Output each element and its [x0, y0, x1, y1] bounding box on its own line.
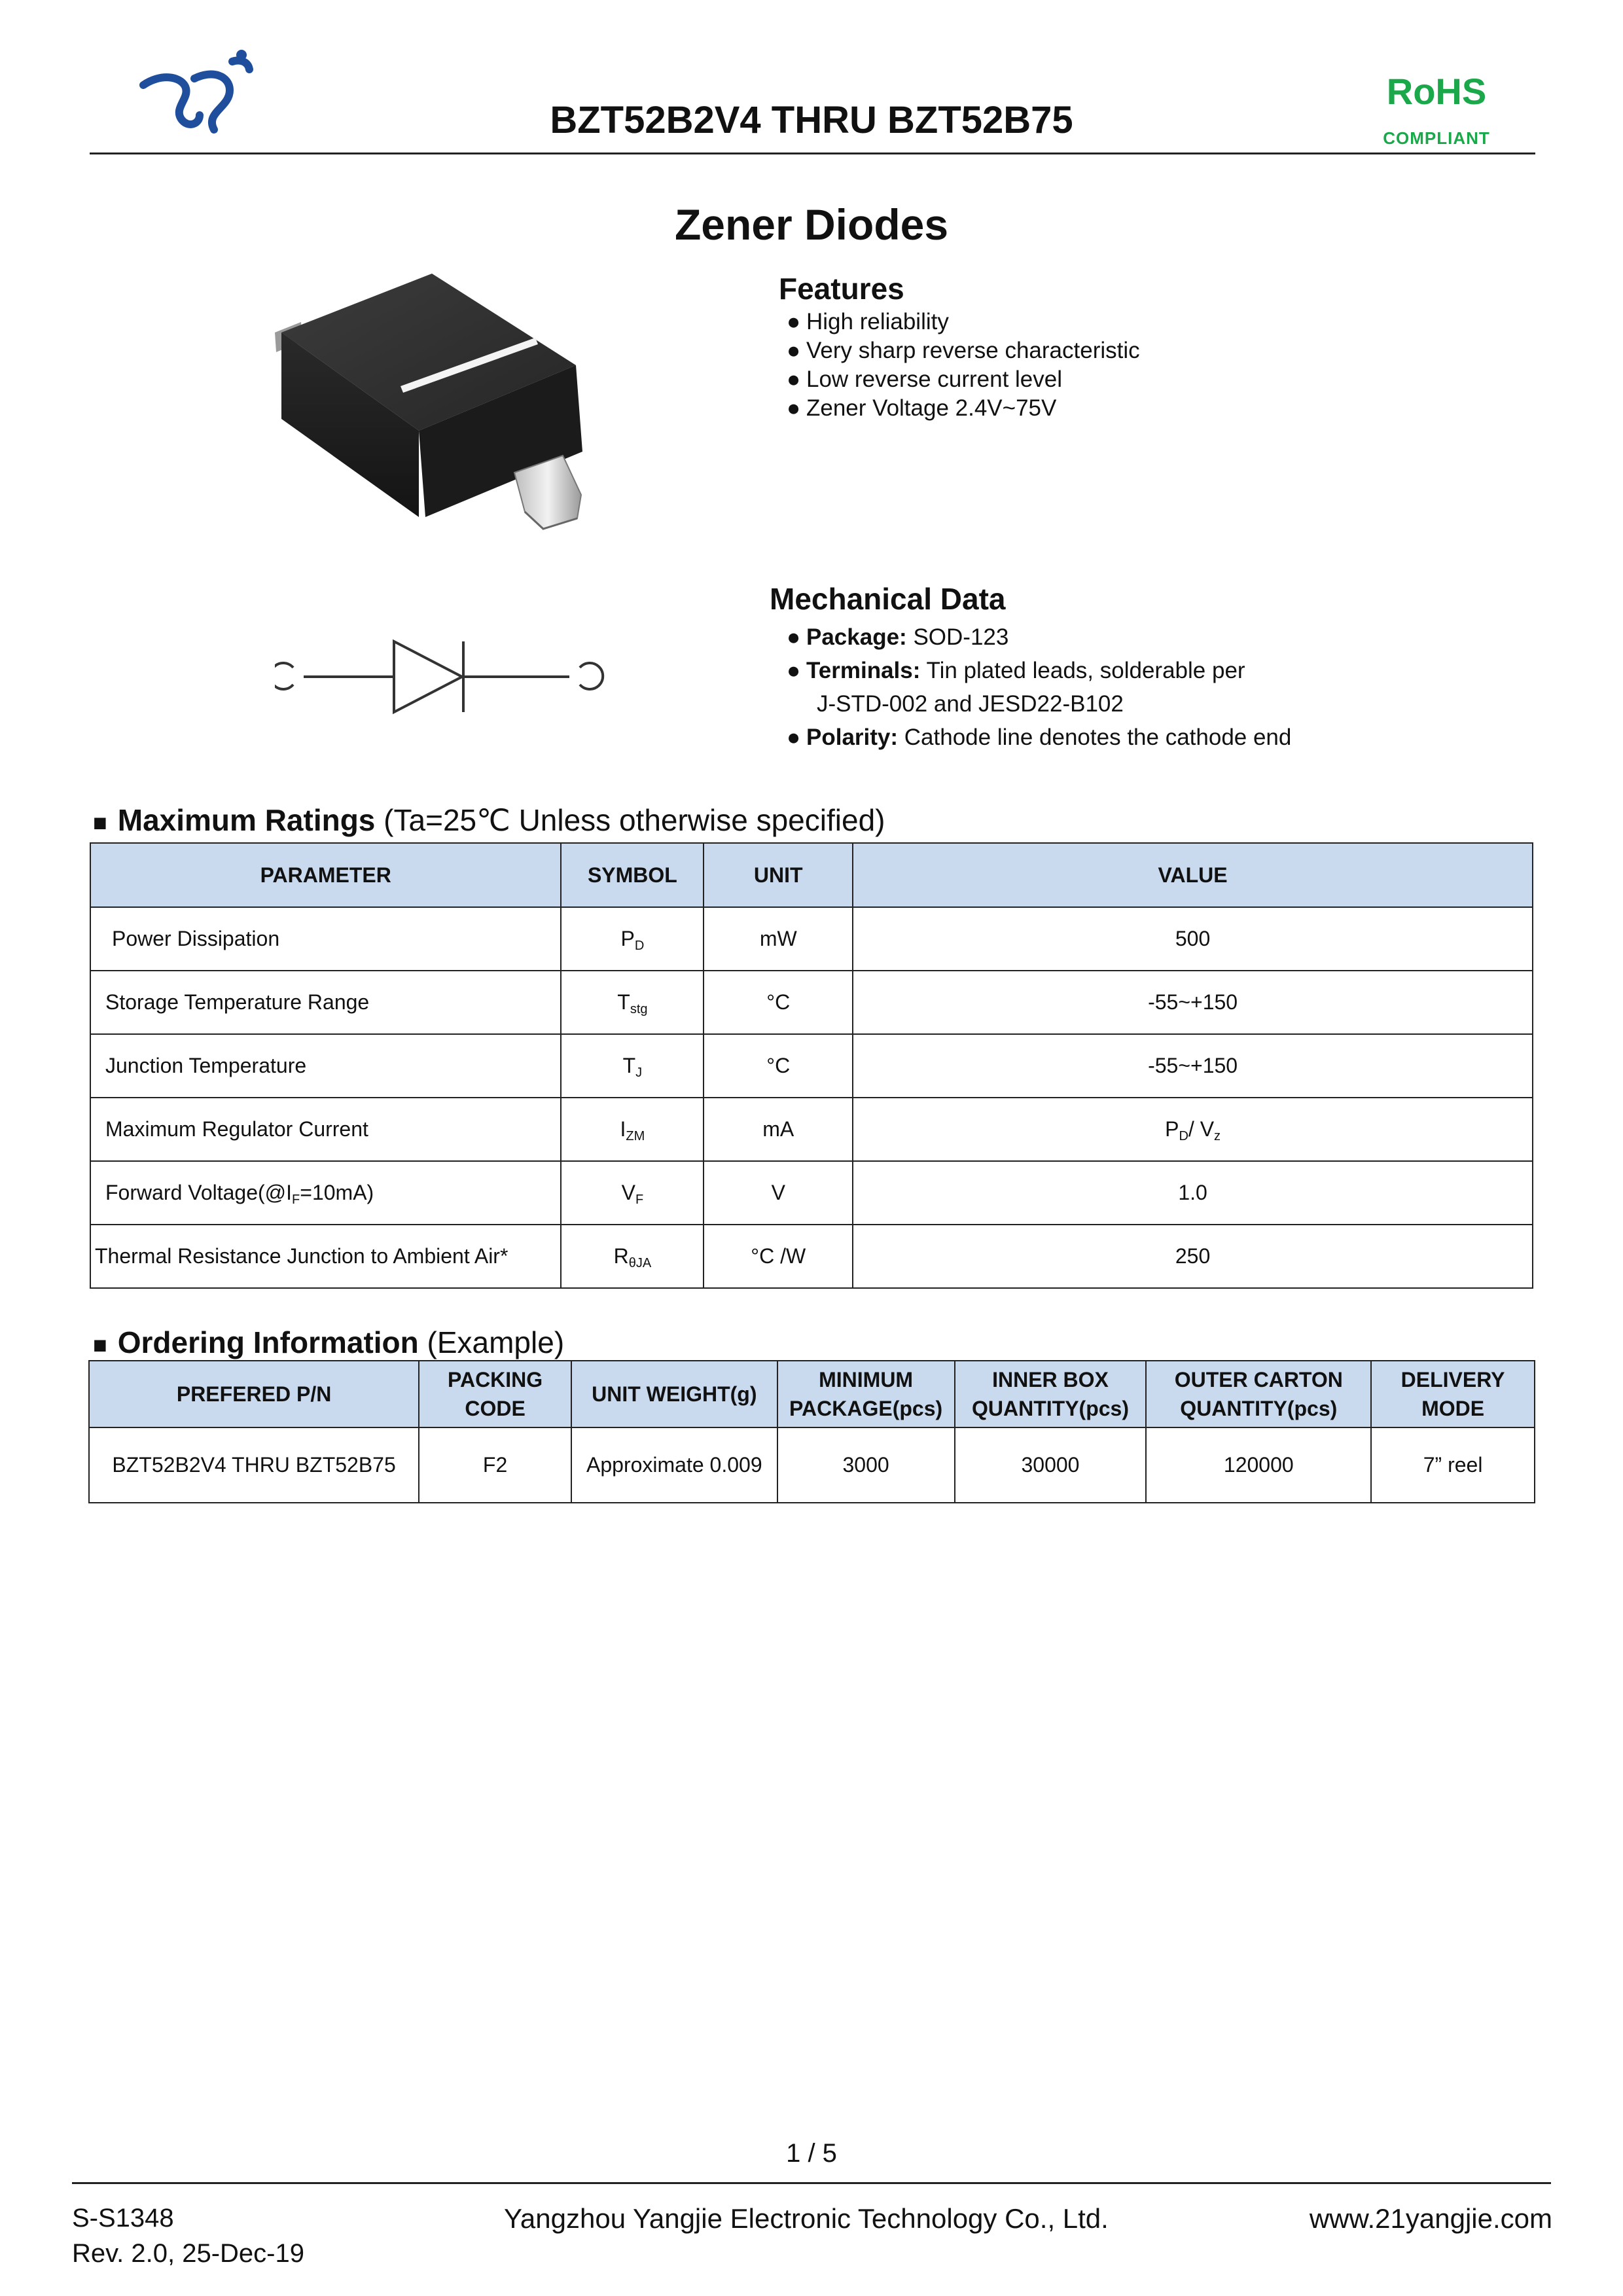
parameter-cell: Thermal Resistance Junction to Ambient Air*: [90, 1225, 561, 1288]
parameter-cell: Storage Temperature Range: [90, 971, 561, 1034]
header-divider: [90, 152, 1535, 154]
list-item: ● Zener Voltage 2.4V~75V: [787, 395, 1057, 421]
value-cell: 1.0: [853, 1161, 1533, 1225]
table-header-row: [90, 843, 1533, 907]
outer-carton-cell: 120000: [1146, 1427, 1371, 1503]
list-item: ● Very sharp reverse characteristic: [787, 338, 1140, 363]
rohs-badge: [1342, 73, 1531, 149]
maximum-ratings-title: ■ Maximum Ratings (Ta=25℃ Unless otherwise specified): [93, 803, 885, 837]
column-header: INNER BOX QUANTITY(pcs): [955, 1361, 1147, 1427]
symbol-cell: $P_D$: [561, 907, 704, 971]
page-number: 1 / 5: [786, 2139, 837, 2168]
ordering-information-table: [88, 1360, 1535, 1503]
features-section: [779, 271, 1499, 423]
maximum-ratings-table: [90, 842, 1533, 1289]
column-header: MINIMUM PACKAGE(pcs): [777, 1361, 955, 1427]
symbol-cell: $T_J$: [561, 1034, 704, 1098]
revision-info: Rev. 2.0, 25-Dec-19: [72, 2239, 304, 2268]
symbol-cell: $R_{\theta JA}$: [561, 1225, 704, 1288]
value-cell: 500: [853, 907, 1533, 971]
rohs-label: RoHS: [1386, 71, 1487, 112]
unit-cell: V: [704, 1161, 853, 1225]
table-row: [90, 1034, 1533, 1098]
list-item: ● Polarity: Cathode line denotes the cathode end: [787, 725, 1292, 750]
value-cell: -55~+150: [853, 1034, 1533, 1098]
column-header: PREFERED P/N: [89, 1361, 419, 1427]
packing-code-cell: F2: [419, 1427, 571, 1503]
column-header: PACKING CODE: [419, 1361, 571, 1427]
value-cell: -55~+150: [853, 971, 1533, 1034]
website-link[interactable]: www.21yangjie.com: [1309, 2203, 1552, 2234]
parameter-cell: Junction Temperature: [90, 1034, 561, 1098]
symbol-cell: $V_F$: [561, 1161, 704, 1225]
table-row: [90, 1098, 1533, 1161]
value-cell: 250: [853, 1225, 1533, 1288]
symbol-cell: $I_{ZM}$: [561, 1098, 704, 1161]
table-row: [90, 971, 1533, 1034]
square-bullet-icon: ■: [93, 809, 107, 836]
value-cell: $P_D/$ $V_z$: [853, 1098, 1533, 1161]
list-item: ● High reliability: [787, 309, 949, 334]
list-item: ● Low reverse current level: [787, 367, 1062, 392]
column-header: UNIT: [704, 843, 853, 907]
table-row: [89, 1427, 1535, 1503]
table-header-row: [89, 1361, 1535, 1427]
features-heading: Features: [779, 272, 904, 306]
footer-doc-info: [72, 2200, 304, 2271]
column-header: PARAMETER: [90, 843, 561, 907]
list-item: ● Terminals: Tin plated leads, solderable per: [787, 658, 1245, 683]
list-item-continuation: J-STD-002 and JESD22-B102: [817, 691, 1124, 717]
unit-cell: mW: [704, 907, 853, 971]
column-header: OUTER CARTON QUANTITY(pcs): [1146, 1361, 1371, 1427]
sod123-package-image: [255, 255, 628, 563]
diode-symbol-icon: [275, 622, 615, 733]
mechanical-data-section: [770, 581, 1522, 754]
features-list: [779, 308, 1499, 423]
parameter-cell: Forward $Voltage(@I_F=10mA)$: [90, 1161, 561, 1225]
company-name: Yangzhou Yangjie Electronic Technology Co., Ltd.: [504, 2203, 1109, 2234]
column-header: UNIT WEIGHT(g): [571, 1361, 777, 1427]
unit-cell: °C /W: [704, 1225, 853, 1288]
document-number: S-S1348: [72, 2204, 174, 2233]
ordering-information-title: ■ Ordering Information (Example): [93, 1325, 565, 1359]
mechanical-list: [770, 620, 1522, 754]
unit-cell: °C: [704, 971, 853, 1034]
parameter-cell: Power Dissipation: [90, 907, 561, 971]
unit-cell: °C: [704, 1034, 853, 1098]
rohs-compliant-label: COMPLIANT: [1383, 128, 1490, 148]
delivery-mode-cell: 7” reel: [1371, 1427, 1535, 1503]
unit-weight-cell: Approximate 0.009: [571, 1427, 777, 1503]
unit-cell: mA: [704, 1098, 853, 1161]
part-number-cell: BZT52B2V4 THRU BZT52B75: [89, 1427, 419, 1503]
symbol-cell: $T_{stg}$: [561, 971, 704, 1034]
mechanical-heading: Mechanical Data: [770, 582, 1006, 616]
column-header: VALUE: [853, 843, 1533, 907]
footer-divider: [72, 2182, 1551, 2184]
square-bullet-icon: ■: [93, 1331, 107, 1358]
column-header: SYMBOL: [561, 843, 704, 907]
minimum-package-cell: 3000: [777, 1427, 955, 1503]
column-header: DELIVERY MODE: [1371, 1361, 1535, 1427]
document-title: BZT52B2V4 THRU BZT52B75: [550, 99, 1073, 141]
table-row: [90, 1225, 1533, 1288]
parameter-cell: Maximum Regulator Current: [90, 1098, 561, 1161]
inner-box-cell: 30000: [955, 1427, 1147, 1503]
main-title: Zener Diodes: [674, 200, 949, 249]
list-item: ● Package: SOD-123: [787, 624, 1009, 650]
table-row: [90, 1161, 1533, 1225]
table-row: [90, 907, 1533, 971]
